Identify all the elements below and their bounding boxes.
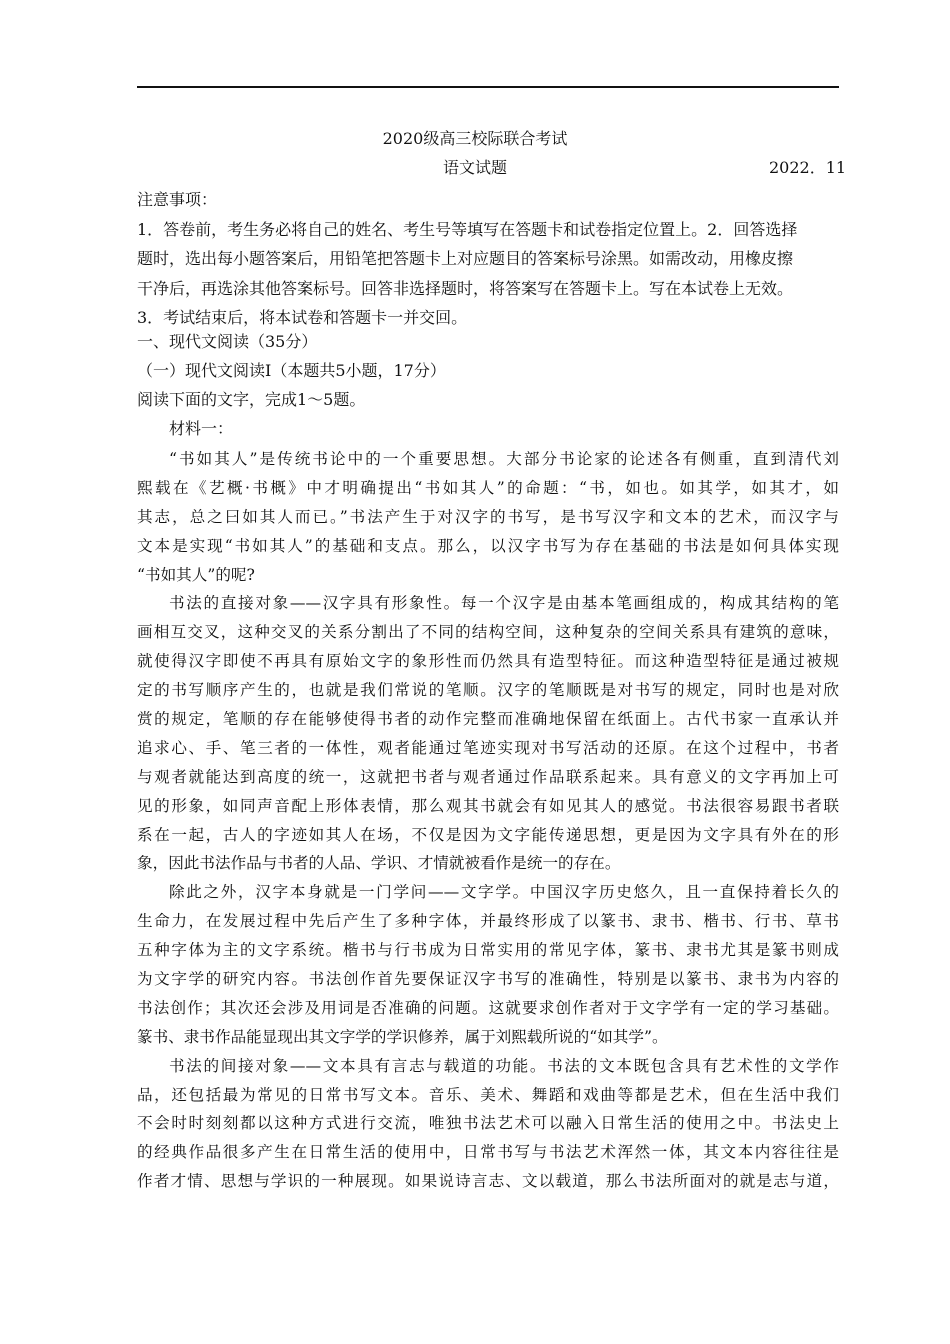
material-line: 五种字体为主的文字系统。楷书与行书成为日常实用的常见字体，篆书、隶书尤其是篆书则成: [137, 941, 839, 960]
material-line: “书如其人”是传统书论中的一个重要思想。大部分书论家的论述各有侧重，直到清代刘: [169, 450, 839, 468]
material-line: 就使得汉字即使不再具有原始文字的象形性而仍然具有造型特征。而这种造型特征是通过被规: [137, 652, 839, 671]
notes-line: 3．考试结束后，将本试卷和答题卡一并交回。: [137, 308, 468, 327]
material-line: 文本是实现“书如其人”的基础和支点。那么，以汉字书写为存在基础的书法是如何具体实现: [137, 536, 839, 555]
material-line: 生命力，在发展过程中先后产生了多种字体，并最终形成了以篆书、隶书、楷书、行书、草书: [137, 912, 839, 931]
material-line: 的经典作品很多产生在日常生活的使用中，日常书写与书法艺术浑然一体，其文本内容往往是: [137, 1143, 839, 1162]
material-label: 材料一：: [169, 419, 234, 438]
material-line: 书法创作；其次还会涉及用词是否准确的问题。这就要求创作者对于文字学有一定的学习基础。: [137, 998, 839, 1017]
material-line: 作者才情、思想与学识的一种展现。如果说诗言志、文以载道，那么书法所面对的就是志与道，: [137, 1172, 839, 1191]
material-line: 追求心、手、笔三者的一体性，观者能通过笔迹实现对书写活动的还原。在这个过程中，书者: [137, 738, 839, 757]
material-line: 定的书写顺序产生的，也就是我们常说的笔顺。汉字的笔顺既是对书写的规定，同时也是对欣: [137, 681, 839, 700]
material-line: 篆书、隶书作品能显现出其文字学的学识修养，属于刘熙载所说的“如其学”。: [137, 1027, 668, 1046]
material-line: “书如其人”的呢?: [137, 565, 255, 584]
material-line: 见的形象，如同声音配上形体表情，那么观其书就会有如见其人的感觉。书法很容易跟书者联: [137, 796, 839, 815]
notes-line: 1．答卷前，考生务必将自己的姓名、考生号等填写在答题卡和试卷指定位置上。2．回答选择: [137, 219, 798, 239]
header-rule: [137, 86, 839, 88]
notes-line: 干净后，再选涂其他答案标号。回答非选择题时，将答案写在答题卡上。写在本试卷上无效。: [137, 278, 794, 298]
material-line: 为文字学的研究内容。书法创作首先要保证汉字书写的准确性，特别是以篆书、隶书为内容的: [137, 970, 839, 989]
material-line: 其志，总之曰如其人而已。”书法产生于对汉字的书写，是书写汉字和文本的艺术，而汉字与: [137, 507, 839, 526]
exam-subject: 语文试题: [442, 158, 507, 177]
exam-title: 2020级高三校际联合考试: [382, 129, 568, 148]
material-line: 象，因此书法作品与书者的人品、学识、才情就被看作是统一的存在。: [137, 854, 621, 873]
material-line: 画相互交叉，这种交叉的关系分割出了不同的结构空间，这种复杂的空间关系具有建筑的意味，: [137, 623, 839, 642]
material-line: 书法的间接对象——文本具有言志与载道的功能。书法的文本既包含具有艺术性的文学作: [169, 1056, 839, 1075]
notes-line: 题时，选出每小题答案后，用铅笔把答题卡上对应题目的答案标号涂黑。如需改动，用橡皮擦: [137, 249, 794, 268]
material-line: 不会时时刻刻都以这种方式进行交流，唯独书法艺术可以融入日常生活的使用之中。书法史上: [137, 1114, 839, 1133]
exam-date: 2022．11: [769, 158, 847, 177]
reading-instruction: 阅读下面的文字，完成1～5题。: [137, 390, 366, 409]
notes-block: [137, 185, 839, 333]
material-line: 品，还包括最为常见的日常书写文本。音乐、美术、舞蹈和戏曲等都是艺术，但在生活中我们: [137, 1085, 839, 1104]
material-line: 与观者就能达到高度的统一，这就把书者与观者通过作品联系起来。具有意义的文字再加上可: [137, 767, 839, 786]
notes-heading: 注意事项：: [137, 190, 218, 209]
material-line: 除此之外，汉字本身就是一门学问——文字学。中国汉字历史悠久，且一直保持着长久的: [169, 883, 839, 902]
material-line: 系在一起，古人的字迹如其人在场，不仅是因为文字能传递思想，更是因为文字具有外在的形: [137, 825, 839, 844]
material-line: 赏的规定，笔顺的存在能够使得书者的动作完整而准确地保留在纸面上。古代书家一直承认并: [137, 710, 839, 729]
material-line: 书法的直接对象——汉字具有形象性。每一个汉字是由基本笔画组成的，构成其结构的笔: [169, 594, 839, 613]
material-line: 熙载在《艺概·书概》中才明确提出“书如其人”的命题：“书，如也。如其学，如其才，如: [137, 478, 839, 497]
material-text: [137, 445, 839, 1196]
subsection-heading: （一）现代文阅读Ⅰ（本题共5小题，17分）: [137, 361, 446, 380]
section-heading: 一、现代文阅读（35分）: [137, 332, 318, 351]
